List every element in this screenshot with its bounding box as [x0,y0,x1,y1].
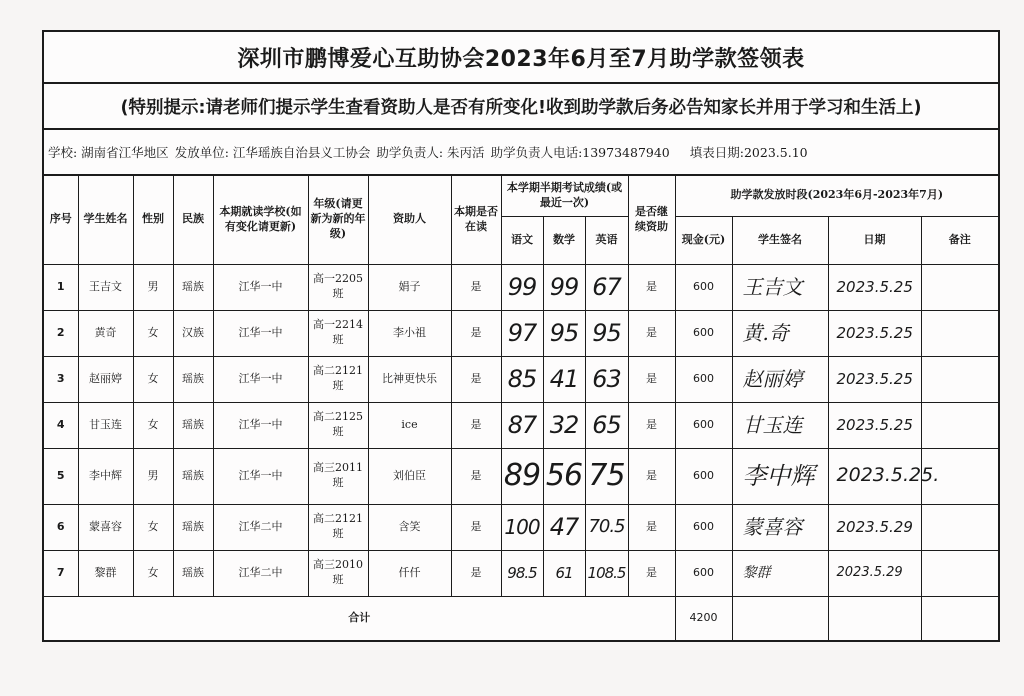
cell-sponsor: 娟子 [368,264,451,310]
cell-remarks [921,356,998,402]
cell-grade: 高二2125班 [308,402,368,448]
cell-remarks [921,550,998,596]
cell-continue: 是 [628,310,675,356]
cell-enrolled: 是 [451,310,501,356]
cell-english: 108.5 [585,550,628,596]
cell-cash: 600 [675,448,732,504]
cell-cash: 600 [675,356,732,402]
cell-school: 江华二中 [213,550,308,596]
cell-date: 2023.5.29 [828,550,921,596]
cell-enrolled: 是 [451,504,501,550]
header-scores-group: 本学期半期考试成绩(或最近一次) [501,176,628,216]
cell-cash: 600 [675,310,732,356]
cell-signature: 王吉文 [732,264,828,310]
header-school: 本期就读学校(如有变化请更新) [213,176,308,264]
info-fill-date: 填表日期:2023.5.10 [689,145,808,160]
cell-chinese: 85 [501,356,543,402]
cell-math: 61 [543,550,585,596]
cell-english: 63 [585,356,628,402]
cell-grade: 高二2121班 [308,356,368,402]
cell-enrolled: 是 [451,550,501,596]
cell-continue: 是 [628,504,675,550]
cell-index: 5 [44,448,78,504]
cell-gender: 女 [133,310,173,356]
info-issuer: 发放单位: 江华瑶族自治县义工协会 [174,145,371,160]
cell-grade: 高二2121班 [308,504,368,550]
info-school: 学校: 湖南省江华地区 [48,145,169,160]
cell-math: 47 [543,504,585,550]
cell-name: 王吉文 [78,264,133,310]
cell-date: 2023.5.25 [828,402,921,448]
cell-ethnicity: 瑶族 [173,550,213,596]
cell-gender: 男 [133,264,173,310]
cell-index: 6 [44,504,78,550]
cell-gender: 女 [133,504,173,550]
cell-enrolled: 是 [451,264,501,310]
cell-date: 2023.5.25 [828,264,921,310]
cell-name: 蒙喜容 [78,504,133,550]
cell-signature: 黄.奇 [732,310,828,356]
cell-chinese: 87 [501,402,543,448]
cell-sponsor: ice [368,402,451,448]
cell-grade: 高三2010班 [308,550,368,596]
cell-english: 75 [585,448,628,504]
roster-table [44,176,998,640]
cell-remarks [921,504,998,550]
cell-continue: 是 [628,550,675,596]
table-row [44,504,998,550]
header-date: 日期 [828,216,921,264]
total-signature [732,596,828,640]
header-signature: 学生签名 [732,216,828,264]
header-remarks: 备注 [921,216,998,264]
cell-gender: 女 [133,402,173,448]
cell-chinese: 100 [501,504,543,550]
cell-english: 65 [585,402,628,448]
table-row [44,448,998,504]
cell-sponsor: 比神更快乐 [368,356,451,402]
cell-cash: 600 [675,550,732,596]
cell-continue: 是 [628,264,675,310]
cell-date: 2023.5.25. [828,448,921,504]
header-grade: 年级(请更新为新的年级) [308,176,368,264]
cell-date: 2023.5.25 [828,310,921,356]
cell-math: 41 [543,356,585,402]
cell-date: 2023.5.29 [828,504,921,550]
cell-sponsor: 仟仟 [368,550,451,596]
cell-index: 4 [44,402,78,448]
table-row [44,356,998,402]
header-continue: 是否继续资助 [628,176,675,264]
cell-cash: 600 [675,504,732,550]
cell-enrolled: 是 [451,356,501,402]
cell-school: 江华二中 [213,504,308,550]
cell-remarks [921,264,998,310]
info-contact-person: 助学负责人: 朱丙活 [376,145,485,160]
cell-ethnicity: 汉族 [173,310,213,356]
cell-enrolled: 是 [451,402,501,448]
table-row [44,402,998,448]
cell-chinese: 99 [501,264,543,310]
cell-school: 江华一中 [213,264,308,310]
cell-sponsor: 含笑 [368,504,451,550]
cell-school: 江华一中 [213,402,308,448]
cell-math: 32 [543,402,585,448]
info-line [44,130,998,176]
total-remarks [921,596,998,640]
cell-gender: 男 [133,448,173,504]
total-cash: 4200 [675,596,732,640]
table-row [44,310,998,356]
info-contact-phone: 助学负责人电话:13973487940 [490,145,670,160]
total-row [44,596,998,640]
header-chinese: 语文 [501,216,543,264]
cell-ethnicity: 瑶族 [173,356,213,402]
header-enrolled: 本期是否在读 [451,176,501,264]
cell-school: 江华一中 [213,310,308,356]
cell-grade: 高一2214班 [308,310,368,356]
cell-continue: 是 [628,356,675,402]
cell-chinese: 89 [501,448,543,504]
cell-school: 江华一中 [213,356,308,402]
header-english: 英语 [585,216,628,264]
cell-school: 江华一中 [213,448,308,504]
cell-ethnicity: 瑶族 [173,448,213,504]
header-name: 学生姓名 [78,176,133,264]
cell-index: 1 [44,264,78,310]
cell-signature: 李中辉 [732,448,828,504]
total-label: 合计 [44,596,675,640]
cell-chinese: 98.5 [501,550,543,596]
table-row [44,550,998,596]
cell-cash: 600 [675,264,732,310]
cell-sponsor: 李小祖 [368,310,451,356]
cell-math: 99 [543,264,585,310]
cell-date: 2023.5.25 [828,356,921,402]
cell-index: 7 [44,550,78,596]
cell-gender: 女 [133,550,173,596]
cell-signature: 蒙喜容 [732,504,828,550]
cell-ethnicity: 瑶族 [173,402,213,448]
cell-index: 3 [44,356,78,402]
cell-cash: 600 [675,402,732,448]
cell-chinese: 97 [501,310,543,356]
cell-signature: 甘玉连 [732,402,828,448]
cell-gender: 女 [133,356,173,402]
cell-grade: 高三2011班 [308,448,368,504]
cell-math: 56 [543,448,585,504]
total-date [828,596,921,640]
cell-sponsor: 刘伯臣 [368,448,451,504]
cell-ethnicity: 瑶族 [173,264,213,310]
header-cash: 现金(元) [675,216,732,264]
cell-english: 70.5 [585,504,628,550]
cell-ethnicity: 瑶族 [173,504,213,550]
cell-name: 黄奇 [78,310,133,356]
cell-enrolled: 是 [451,448,501,504]
cell-english: 95 [585,310,628,356]
cell-signature: 黎群 [732,550,828,596]
cell-name: 李中辉 [78,448,133,504]
header-ethnicity: 民族 [173,176,213,264]
cell-english: 67 [585,264,628,310]
header-index: 序号 [44,176,78,264]
cell-continue: 是 [628,402,675,448]
cell-remarks [921,402,998,448]
sign-off-sheet [42,30,1000,642]
table-row [44,264,998,310]
special-notice: (特别提示:请老师们提示学生查看资助人是否有所变化!收到助学款后务必告知家长并用于学习和生活上) [44,84,998,130]
cell-continue: 是 [628,448,675,504]
cell-name: 赵丽婷 [78,356,133,402]
cell-index: 2 [44,310,78,356]
cell-grade: 高一2205班 [308,264,368,310]
document-title: 深圳市鹏博爱心互助协会2023年6月至7月助学款签领表 [44,32,998,84]
cell-remarks [921,310,998,356]
cell-math: 95 [543,310,585,356]
header-payment-group: 助学款发放时段(2023年6月-2023年7月) [675,176,998,216]
cell-signature: 赵丽婷 [732,356,828,402]
cell-name: 甘玉连 [78,402,133,448]
header-math: 数学 [543,216,585,264]
cell-name: 黎群 [78,550,133,596]
header-sponsor: 资助人 [368,176,451,264]
header-gender: 性别 [133,176,173,264]
